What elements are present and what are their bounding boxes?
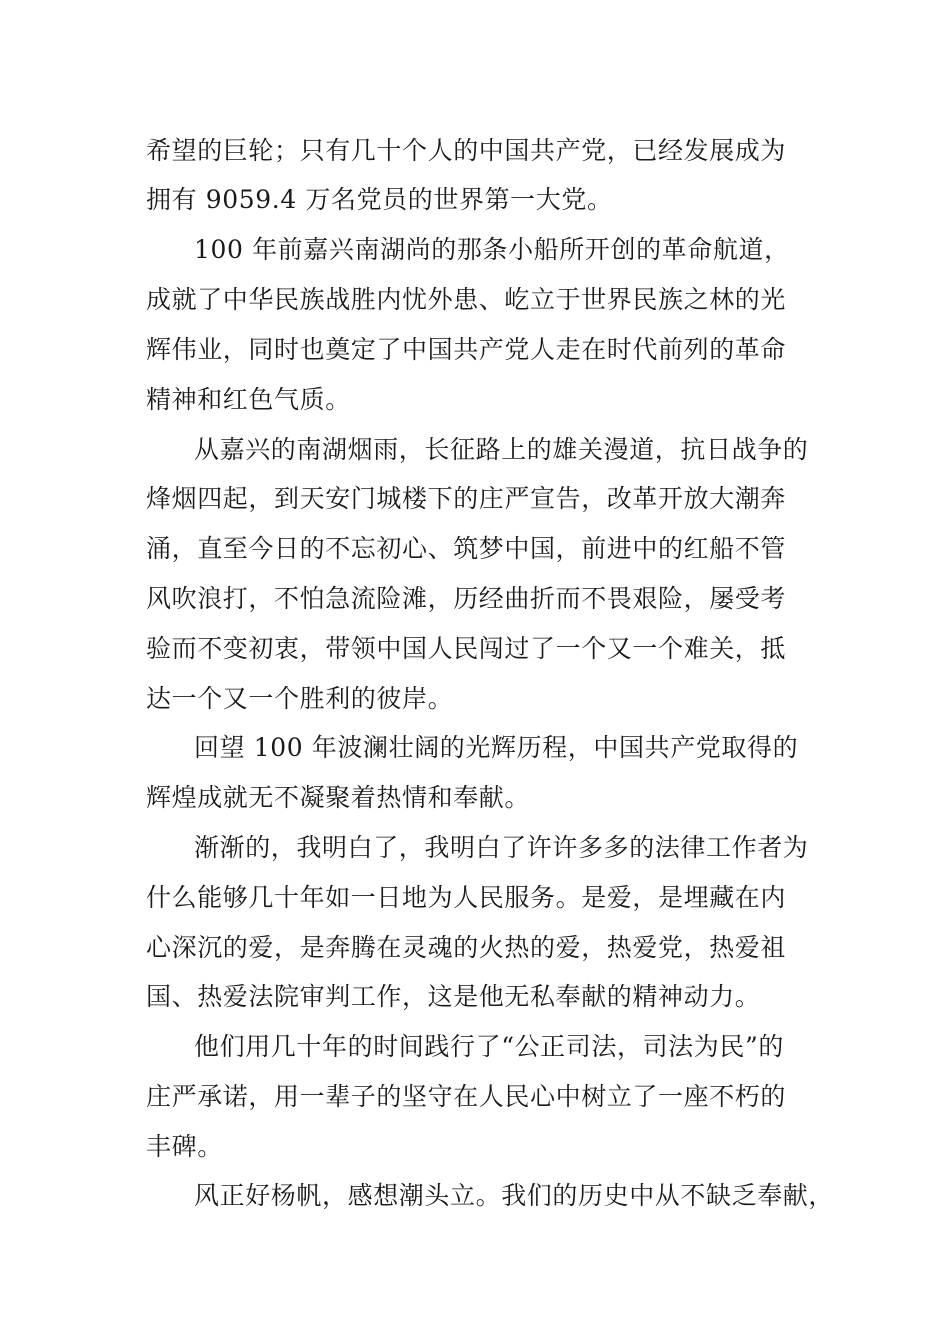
text-line: 验而不变初衷，带领中国人民闯过了一个又一个难关，抵 <box>146 634 787 663</box>
text-line: 达一个又一个胜利的彼岸。 <box>146 684 454 713</box>
paragraph-start-line: 渐渐的，我明白了，我明白了许许多多的法律工作者为 <box>194 833 809 862</box>
text-line: 成就了中华民族战胜内忧外患、屹立于世界民族之林的光 <box>146 285 787 314</box>
text-line: 辉伟业，同时也奠定了中国共产党人走在时代前列的革命 <box>146 335 787 364</box>
text-line: 风吹浪打，不怕急流险滩，历经曲折而不畏艰险，屡受考 <box>146 584 787 613</box>
text-line: 精神和红色气质。 <box>146 385 351 414</box>
paragraph-start-line: 他们用几十年的时间践行了“公正司法，司法为民”的 <box>194 1032 784 1061</box>
text-line: 涌，直至今日的不忘初心、筑梦中国，前进中的红船不管 <box>146 534 787 563</box>
text-line: 辉煌成就无不凝聚着热情和奉献。 <box>146 783 531 812</box>
paragraph-start-line: 100 年前嘉兴南湖尚的那条小船所开创的革命航道， <box>194 235 790 264</box>
text-line: 丰碑。 <box>146 1132 223 1161</box>
text-line: 什么能够几十年如一日地为人民服务。是爱，是埋藏在内 <box>146 883 787 912</box>
text-line: 拥有 9059.4 万名党员的世界第一大党。 <box>146 185 613 214</box>
paragraph-start-line: 从嘉兴的南湖烟雨，长征路上的雄关漫道，抗日战争的 <box>194 435 809 464</box>
text-line: 庄严承诺，用一辈子的坚守在人民心中树立了一座不朽的 <box>146 1082 787 1111</box>
text-line: 希望的巨轮；只有几十个人的中国共产党，已经发展成为 <box>146 136 787 165</box>
paragraph-start-line: 风正好杨帆，感想潮头立。我们的历史中从不缺乏奉献， <box>194 1181 835 1210</box>
text-line: 烽烟四起，到天安门城楼下的庄严宣告，改革开放大潮奔 <box>146 484 787 513</box>
text-line: 心深沉的爱，是奔腾在灵魂的火热的爱，热爱党，热爱祖 <box>146 933 787 962</box>
text-line: 国、热爱法院审判工作，这是他无私奉献的精神动力。 <box>146 982 761 1011</box>
paragraph-start-line: 回望 100 年波澜壮阔的光辉历程，中国共产党取得的 <box>194 733 799 762</box>
